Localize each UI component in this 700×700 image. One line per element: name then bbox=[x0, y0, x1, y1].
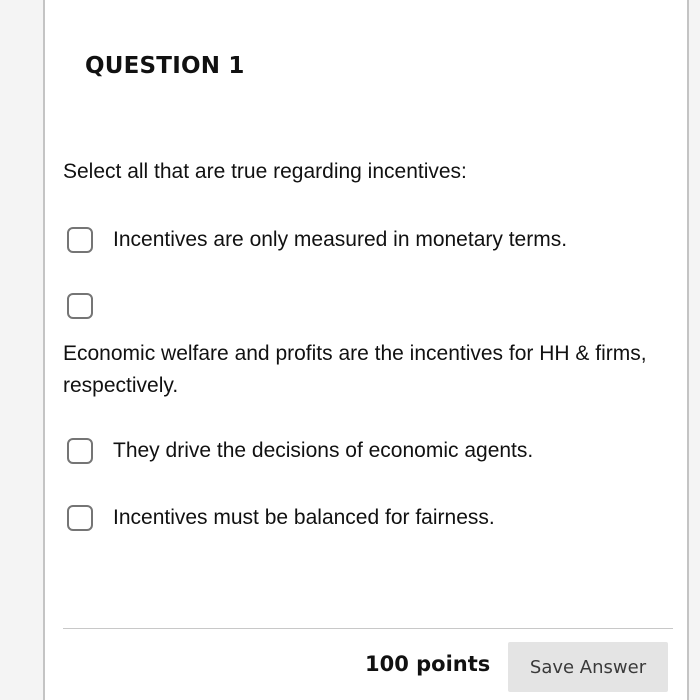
option-3-label: They drive the decisions of economic agents. bbox=[113, 439, 534, 462]
option-4-checkbox[interactable] bbox=[67, 505, 93, 531]
question-title: QUESTION 1 bbox=[85, 53, 245, 79]
option-2-checkbox[interactable] bbox=[67, 293, 93, 319]
footer-divider bbox=[63, 628, 673, 629]
question-card bbox=[43, 0, 689, 700]
option-3-checkbox[interactable] bbox=[67, 438, 93, 464]
option-2-label: Economic welfare and profits are the incentives for HH & firms, respectively. bbox=[63, 342, 647, 397]
option-1-checkbox[interactable] bbox=[67, 227, 93, 253]
option-4[interactable] bbox=[67, 505, 495, 531]
option-1-label: Incentives are only measured in monetary terms. bbox=[113, 228, 568, 251]
option-1[interactable] bbox=[67, 227, 567, 253]
question-prompt: Select all that are true regarding incentives: bbox=[63, 160, 467, 183]
points-label: 100 points bbox=[365, 652, 491, 676]
option-3[interactable] bbox=[67, 438, 533, 464]
save-answer-button[interactable]: Save Answer bbox=[508, 642, 668, 692]
option-2[interactable] bbox=[67, 293, 93, 319]
option-4-label: Incentives must be balanced for fairness. bbox=[113, 506, 495, 529]
